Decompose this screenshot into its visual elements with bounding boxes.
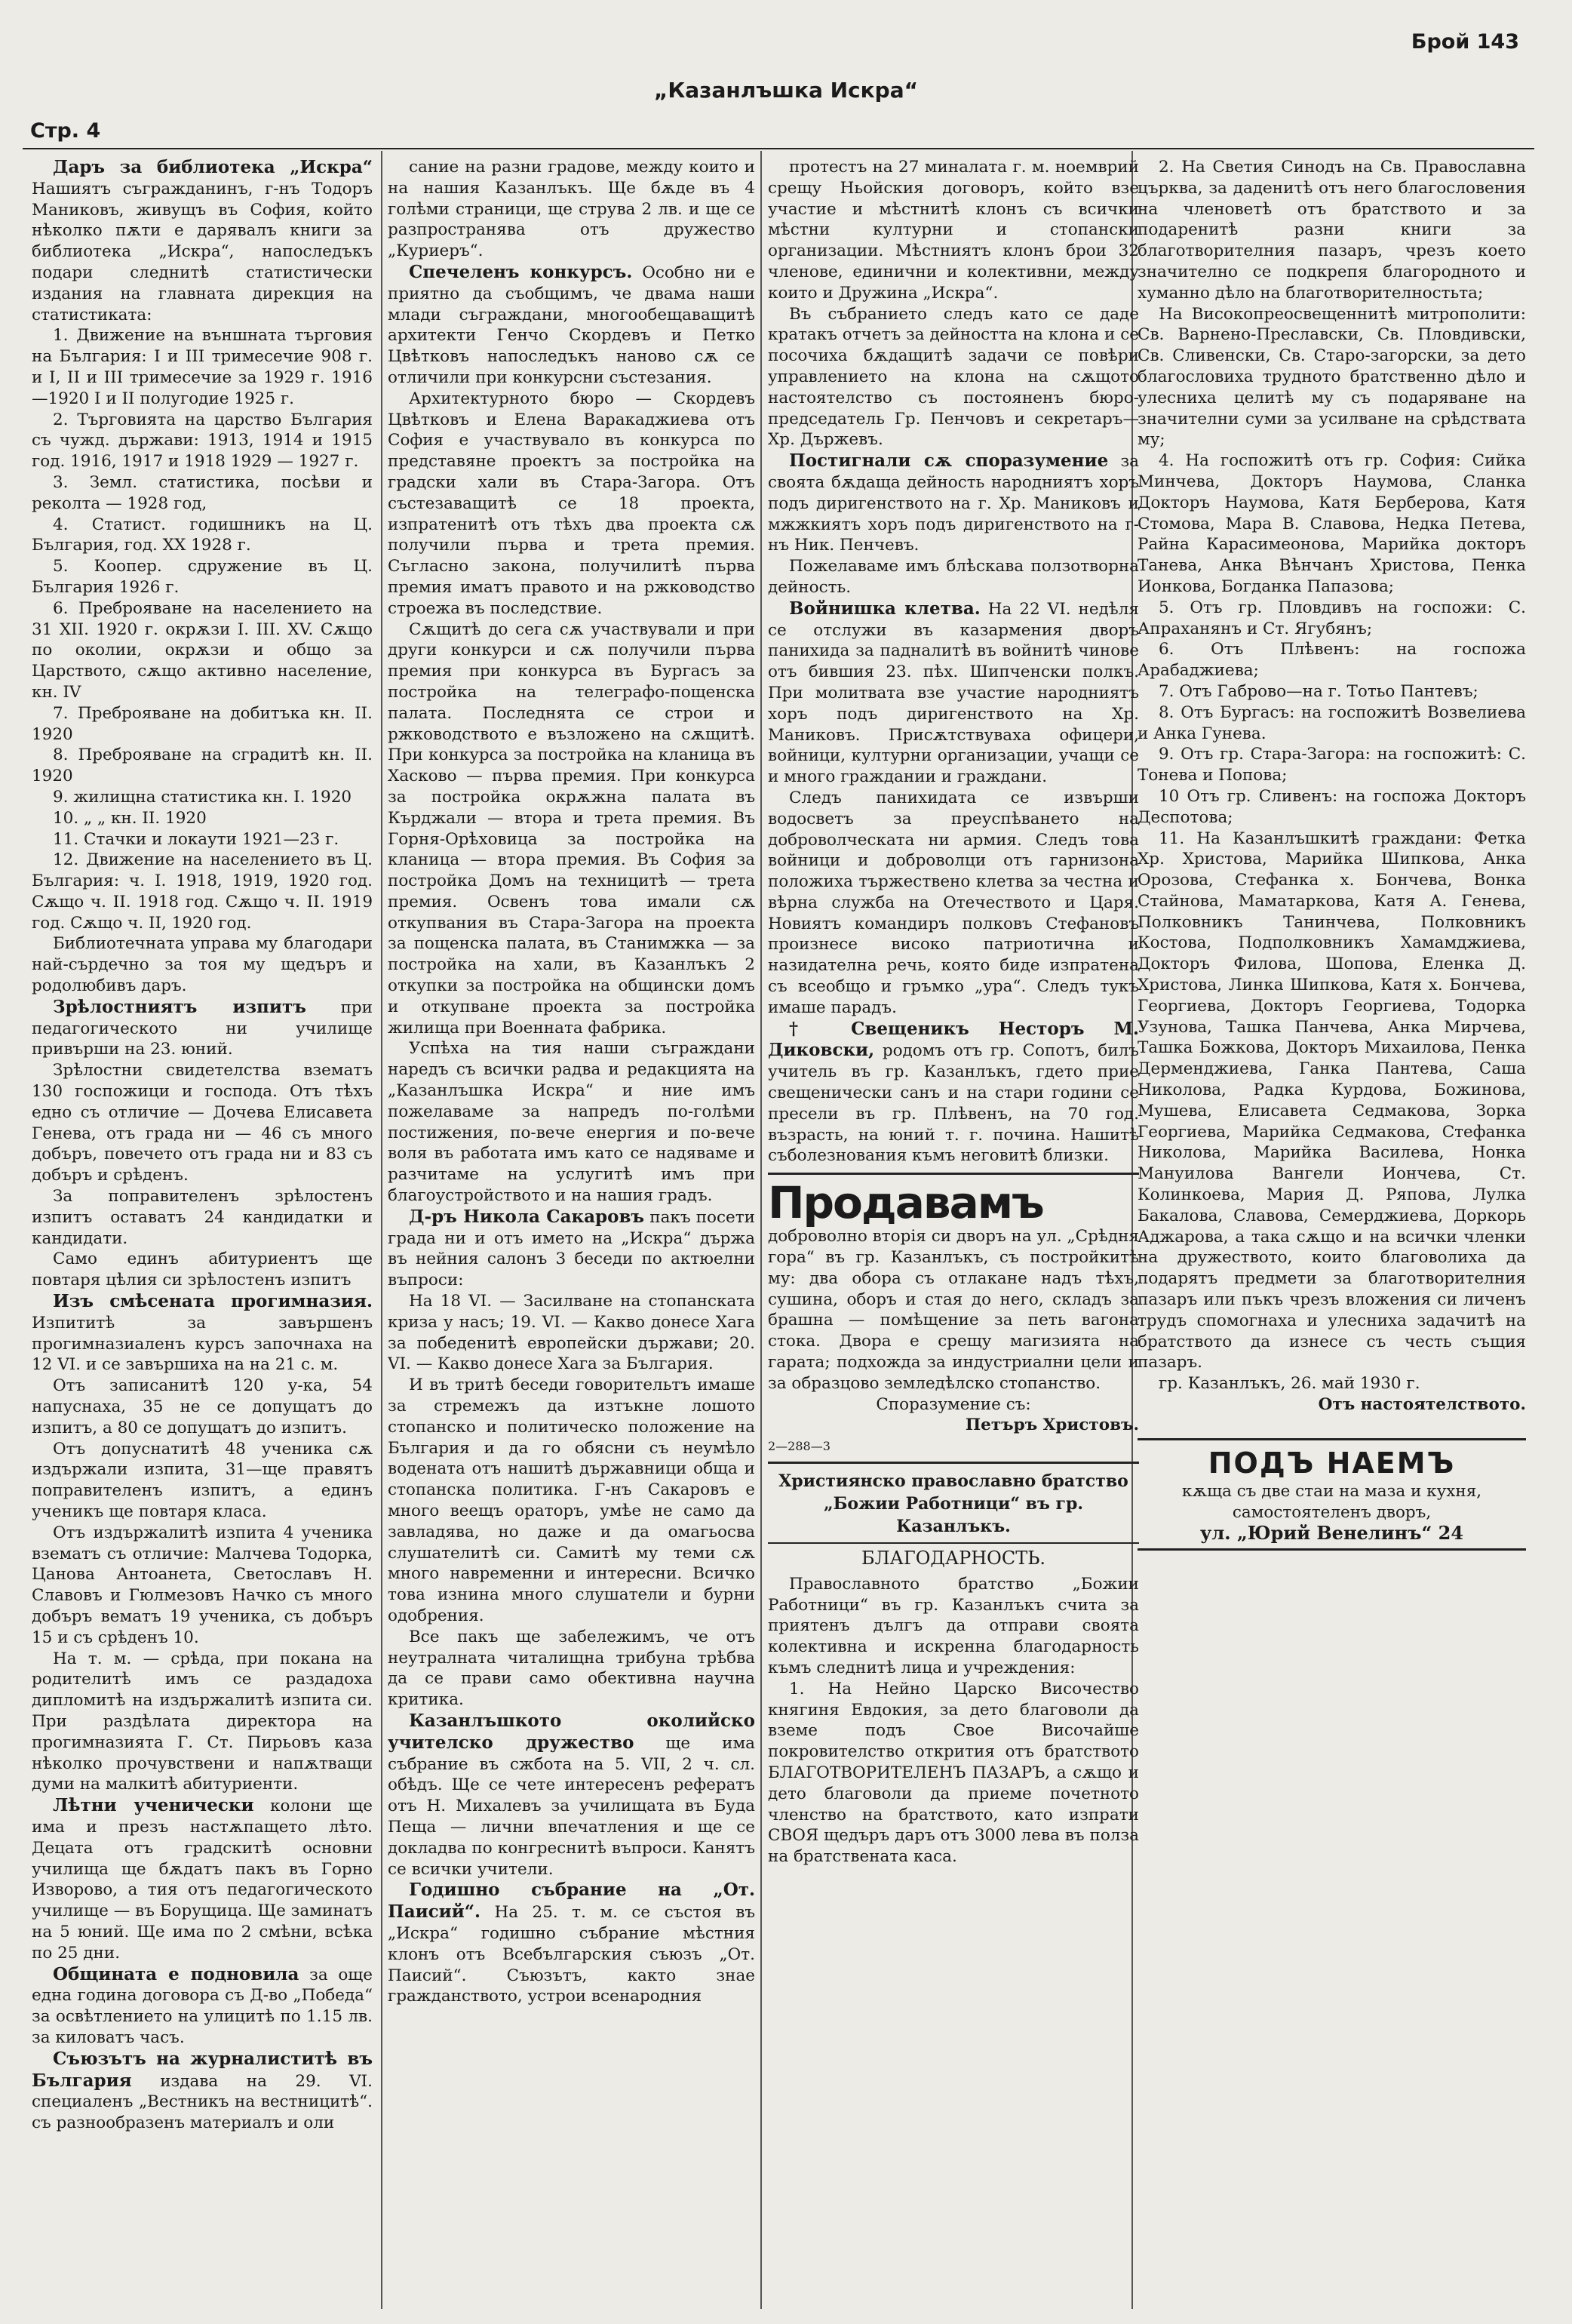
article-paragraph — [388, 1038, 755, 1206]
column-divider — [760, 151, 762, 2309]
article-paragraph — [388, 1880, 755, 2007]
column-divider — [381, 151, 382, 2309]
article-paragraph — [32, 808, 373, 829]
article-heading: Изъ смѣсената прогимназия. — [53, 1291, 373, 1312]
article-text: 8. Отъ Бургасъ: на госпожитѣ Возвелиева и Анка Гунева. — [1138, 702, 1526, 743]
article-heading: Д-ръ Никола Сакаровъ — [409, 1206, 645, 1227]
article-paragraph — [1138, 828, 1526, 1374]
article-text: за още една година договора съ Д-во „Победа“ за освѣтлението на улицитѣ по 1.15 лв. за киловатъ часъ. — [32, 1965, 373, 2047]
article-text: 11. На Казанлъшкитѣ граждани: Фетка Хр. Христова, Марийка Шипкова, Анка Орозова, Стефанка х. Бончева, Вонка Стайнова, Маматаркова, Катя А. Генева, Полковникъ Танинчева, Полковникъ Костова, Подполковникъ Хамамджиева, Докторъ Филова, Шопова, Еленка Д. Христова, Линка Шипкова, Катя х. Бончева, Георгиева, Докторъ Георгиева, Тодорка Узунова, Ташка Панчева, Анка Мирчева, Ташка Божкова, Докторъ Михаилова, Пенка Дерменджиева, Ганка Пантева, Саша Николова, Радка Курдова, Божинова, Мушева, Елисавета Седмакова, Зорка Георгиева, Марийка Седмакова, Стефанка Николова, Марийка Василева, Нонка Мануилова Вангели Иончева, Ст. Колинкоева, Мария Д. Ряпова, Лулка Бакалова, Славова, Семерджиева, Доркорь Аджарова, а така сѫщо и на всички членки на дружеството, които благоволиха да подарятъ предмети за благотворителния пазаръ или пъкъ чрезъ вложения си личенъ трудъ спомогнаха и улесниха задачитѣ на братството да изнесе съ честь същия пазаръ. — [1138, 828, 1526, 1373]
article-text: 9. жилищна статистика кн. I. 1920 — [53, 787, 352, 807]
article-text: Успѣха на тия наши съграждани наредъ съ всички радва и редакцията на „Казанлъшка Искра“ и ние имъ пожелаваме за напредъ по-голѣми постижения, по-вече енергия и по-вече воля въ работата имъ като се надяваме и разчитаме на услугитѣ имъ при благоустройството и на нашия градъ. — [388, 1039, 755, 1206]
article-text: Особно ни е приятно да съобщимъ, че двама наши млади съграждани, многообещаващитѣ архитекти Генчо Скордевъ и Петко Цвѣтковъ напоследъкъ наново сѫ се отличили при конкурсни състезания. — [388, 263, 755, 387]
article-text: На 25. т. м. се състоя въ „Искра“ годишно събрание мѣстния клонъ отъ Всебългарския съюзъ „От. Паисий“. Съюзътъ, както знае гражданството, устрои всенародния — [388, 1903, 755, 2006]
article-text: Отъ допуснатитѣ 48 ученика сѫ издържали изпита, 31—ще правятъ поправителенъ изпитъ, а единъ ученикъ ще повтаря класа. — [32, 1439, 373, 1521]
article-text: И въ тритѣ беседи говорительтъ имаше за стремежъ да изтъкне лошото стопанско и политическо положение на България и да го обясни съ неумѣло водената отъ нашитѣ държавници обща и стопанска политика. Г-нъ Сакаровъ е много веещъ ораторъ, умѣе не само да завладява, но даже и да омагьосва слушателитѣ си. Самитѣ му теми сѫ много навременни и интересни. Всичко това изнина много слушатели и бурни одобрения. — [388, 1376, 755, 1625]
article-text: ще има събрание въ сжбота на 5. VII, 2 ч. сл. обѣдъ. Ще се чете интересенъ рефератъ отъ Н. Михалевъ за училищата въ Буда Пеща — лични впечатления и ще се докладва по конгреснитѣ въпроси. Канятъ се всички учители. — [388, 1733, 755, 1879]
issue-number: Брой 143 — [1411, 30, 1519, 54]
article-text: 10. „ „ кн. II. 1920 — [53, 808, 207, 828]
notice-date: гр. Казанлъкъ, 26. май 1930 г. — [1159, 1374, 1420, 1394]
article-heading: Казанлъшкото околийско учителско дружество — [388, 1710, 755, 1753]
article-paragraph — [1138, 304, 1526, 451]
article-text: 12. Движение на населението въ Ц. България: ч. I. 1918, 1919, 1920 год. Сѫщо ч. II. 1918 год. Сѫщо ч. II. 1919 год. Сѫщо ч. II, 1920 год. — [32, 850, 373, 933]
column-4-articles — [1138, 157, 1526, 1373]
article-text: 7. Отъ Габрово—на г. Тотьо Пантевъ; — [1159, 681, 1478, 701]
article-text: 2. Търговията на царство България съ чужд. държави: 1913, 1914 и 1915 год. 1916, 1917 и 1918 1929 — 1927 г. — [32, 410, 373, 472]
article-text: На Високопреосвещеннитѣ митрополити: Св. Варненo-Преславски, Св. Пловдивски, Св. Сливенски, Св. Старо-загорски, за дето благословиха трудното братственно дѣло и улесниха целитѣ му съ подаряване на значителни суми за усилване на срѣдствата му; — [1138, 304, 1526, 450]
article-text: при педагогическото ни училище привърши на 23. юний. — [32, 998, 373, 1059]
article-text: 4. Статист. годишникъ на Ц. България, год. XX 1928 г. — [32, 515, 373, 555]
article-text: Изпититѣ за завършенъ прогимназиаленъ курсъ започнаха на 12 VI. и се завършиха на на 21 с. м. — [32, 1313, 373, 1375]
article-text: 4. На госпожитѣ отъ гр. София: Сийка Минчева, Докторъ Наумова, Сланка Докторъ Наумова, Катя Берберова, Катя Стомова, Мара В. Славова, Недка Петева, Райна Карасимеонова, Марийка докторъ Танева, Анка Вѣнчанъ Христова, Пенка Ионкова, Богданка Папазова; — [1138, 451, 1526, 596]
article-paragraph — [1138, 450, 1526, 598]
article-paragraph — [32, 745, 373, 787]
article-paragraph — [1138, 744, 1526, 786]
article-paragraph — [32, 1376, 373, 1438]
article-paragraph — [388, 619, 755, 1039]
article-text: 2. На Светия Синодъ на Св. Православна църква, за дадениτѣ отъ него благословения на членоветѣ отъ братството и за подаренитѣ разни книги за благотворителния пазаръ, чрезъ което значително се подкрепя благородното и хуманно дѣло на благотворителностьта; — [1138, 158, 1526, 303]
article-heading: Постигнали сѫ споразумение — [789, 450, 1109, 472]
article-heading: Съюзътъ на журналиститѣ въ България — [32, 2048, 373, 2091]
rent-body: кѫща съ две стаи на маза и кухня, самостоятеленъ дворъ, — [1181, 1481, 1482, 1522]
article-heading: Зрѣлостниятъ изпитъ — [53, 996, 306, 1017]
article-paragraph — [1138, 639, 1526, 681]
article-heading: † Свещеникъ Несторъ М. Диковски, — [768, 1018, 1139, 1061]
article-paragraph — [32, 472, 373, 515]
sale-contact-name: Петъръ Христовъ. — [965, 1416, 1139, 1435]
article-paragraph — [32, 1249, 373, 1291]
article-paragraph — [388, 1375, 755, 1627]
article-paragraph — [388, 1207, 755, 1291]
article-paragraph — [1138, 681, 1526, 702]
notice-title: БЛАГОДАРНОСТЬ. — [861, 1548, 1046, 1569]
article-text: 3. Земл. статистика, посѣви и реколта — 1928 год, — [32, 472, 373, 513]
sale-code: 2—288—3 — [768, 1439, 831, 1454]
article-paragraph — [768, 157, 1139, 304]
article-paragraph — [388, 157, 755, 262]
article-paragraph — [32, 850, 373, 933]
article-paragraph — [32, 1795, 373, 1963]
article-paragraph — [388, 1711, 755, 1880]
article-paragraph — [32, 157, 373, 325]
column-3 — [768, 157, 1139, 2307]
article-text: 7. Преброяване на добитъка кн. II. 1920 — [32, 703, 373, 744]
article-text: Следъ панихидата се извърши водосветъ за преуспѣването на доброволческата ни армия. Следъ това войници и доброволци отъ гарнизона положиха тържествено клетва за честна и вѣрна служба на Отечеството и Царя. Новиятъ командиръ полковъ Стефановъ произнесе високо патриотична и назидателна речь, която биде изпратена съ всеобщо и гръмко „ура“. Следъ тукъ имаше парадъ. — [768, 788, 1139, 1017]
article-text: за своята бѫдаща дейность народниятъ хоръ подъ диригенството на г. Хр. Маниковъ и мжжкиятъ хоръ подъ диригенството на г-нъ Ник. Пенчевъ. — [768, 452, 1139, 555]
article-text: Все пакъ ще забележимъ, че отъ неутралната читалищна трибуна трѣбва да се прави само обективна научна критика. — [388, 1627, 755, 1710]
article-heading: Общината е подновила — [53, 1963, 299, 1984]
article-text: 6. Отъ Плѣвенъ: на госпожа Арабаджиева; — [1138, 640, 1526, 681]
sale-headline: Продавамъ — [768, 1177, 1043, 1229]
article-paragraph — [32, 1439, 373, 1523]
article-text: сание на разни градове, между които и на нашия Казанлъкъ. Ще бѫде въ 4 голѣми страници, ще струва 2 лв. и ще се разпространява отъ дружество „Куриеръ“. — [388, 158, 755, 261]
article-paragraph — [32, 1649, 373, 1796]
article-paragraph — [32, 997, 373, 1060]
paper-name: „Казанлъшка Искра“ — [654, 78, 918, 103]
article-paragraph — [1138, 157, 1526, 304]
article-text: 5. Коопер. сдружение въ Ц. България 1926 г. — [32, 557, 373, 597]
sale-advert — [768, 1173, 1139, 1464]
notice-intro: Православното братство „Божии Работници“ въ гр. Казанлъкъ счита за приятенъ дългъ да отправи своята колективна и искренна благодарность къмъ следнитѣ лица и учреждения: — [768, 1574, 1139, 1677]
article-text: колони ще има и презъ настѫпащето лѣто. Децата отъ градскитѣ основни училища ще бѫдатъ пакъ въ Горно Изворово, а тия отъ педагогическото училище — въ Борущица. Ще заминатъ на 5 юний. Ще има по 2 смѣни, всѣка по 25 дни. — [32, 1797, 373, 1963]
article-text: Въ събранието следъ като се даде кратакъ отчетъ за дейността на клона и се посочиха бѫдащитѣ задачи се повѣри управлението на клона на сѫщото настоятелство съ постояненъ бюро-председатель Гр. Пенчовъ и секретаръ—Хр. Държевъ. — [768, 304, 1139, 450]
article-paragraph — [1138, 786, 1526, 828]
article-text: 6. Преброяване на населението на 31 XII. 1920 г. окрѫзи I. III. XV. Сѫщо по околии, окрѫзи и общо за Царството, сѫщо активно население, кн. IV — [32, 598, 373, 702]
article-paragraph — [32, 829, 373, 850]
article-text: На 22 VI. недѣля се отслужи въ казармения дворъ панихида за падналитѣ въ войнитѣ чинове отъ бившия 23. пѣх. Шипченски полкъ. При молитвата взе участие народниятъ хоръ подъ диригенството на Хр. Маниковъ. Присѫтствуваха офицери, войници, културни организации, учащи се и много граждании и граждани. — [768, 599, 1139, 787]
sale-body: доброволно вторія си дворъ на ул. „Срѣдня гора“ въ гр. Казанлъкъ, съ постройкитѣ му: два обора съ отлакане надъ тѣхъ, сушина, оборъ и стая до него, складъ за брашна — помѣщение за петь вагона стока. Двора е срещу магизията на гарата; подхожда за индустриални цели и за образцово земледѣлско стопанство. — [768, 1227, 1139, 1393]
notice-item-1: 1. На Нейно Царско Височество княгиня Евдокия, за дето благоволи да вземе подъ Свое Височайше покровителство открития отъ братството БЛАГОТВОРИТЕЛЕНЪ ПАЗАРЪ, а сѫщо и дето благоволи да приеме почетното членство на братството, като изпрати СВОЯ щедъръ даръ отъ 3000 лева въ полза на братствената каса. — [768, 1679, 1139, 1867]
notice-rule — [768, 1542, 1139, 1544]
article-text: Отъ издържалитѣ изпита 4 ученика взематъ съ отличие: Малчева Тодорка, Цанова Антоанета, Светославъ Н. Славовъ и Гюлмезовъ Начко съ много добъръ вематъ 19 ученика, съ добъръ 15 и съ срѣденъ 10. — [32, 1523, 373, 1647]
article-text: 1. Движение на външната търговия на България: I и III тримесечие 908 г. и I, II и III тримесечие за 1929 г. 1916—1920 I и II полугодие 1925 г. — [32, 326, 373, 408]
article-text: За поправителенъ зрѣлостенъ изпитъ оставатъ 24 кандидатки и кандидати. — [32, 1187, 373, 1248]
article-paragraph — [32, 703, 373, 745]
article-text: протестъ на 27 миналата г. м. ноемврий срещу Ньойския договоръ, който взе участие и мѣстнитѣ клонъ съ всички мѣстни културни и стопански организации. Мѣстниятъ клонъ брои 32 членове, единични и колективни, между които и Дружина „Искра“. — [768, 158, 1139, 303]
article-heading: Лѣтни ученически — [53, 1795, 254, 1816]
article-paragraph — [768, 556, 1139, 598]
article-heading: Войнишка клетва. — [789, 598, 981, 619]
article-paragraph — [32, 787, 373, 808]
column-1 — [32, 157, 373, 2307]
article-heading: Годишно събрание на „От. Паисий“. — [388, 1880, 755, 1923]
article-text: Сѫщитѣ до сега сѫ участвували и при други конкурси и сѫ получили първа премия при конкурса въ Бургасъ за постройка на телеграфо-пощенска палата. Последнята се строи и ржководството е възложено на сѫщитѣ. При конкурса за постройка на кланица въ Хасково — първа премия. При конкурса за постройка окрѫжна палата въ Кърджали — втора и трета премия. Въ Горня-Орѣховица за постройка на кланица — втора премия. Въ София за постройка Домъ на техницитѣ — трета премия. Освенъ това имали сѫ откупвания въ Стара-Загора на проекта за пощенска палата, въ Станимжка — за постройка на хали, въ Казанлъкъ 2 откупки за постройка на общински домъ и откупване проекта за постройка жилища при Военната фабрика. — [388, 619, 755, 1038]
article-text: 11. Стачки и локаути 1921—23 г. — [53, 829, 339, 849]
article-paragraph — [1138, 598, 1526, 640]
article-text: 5. Отъ гр. Пловдивъ на госпожи: С. Апраханянъ и Ст. Ягубянъ; — [1138, 598, 1526, 638]
article-text: Архитектурното бюро — Скордевъ Цвѣтковъ и Елена Варакаджиева отъ София е участвувало въ конкурса по представяне проектъ за постройка на градски хали въ Стара-Загора. Отъ състезаващитѣ се 18 проекта, изпратенитѣ отъ тѣхъ два проекта сѫ получили първа и трета премия. Съгласно закона, получилитѣ първа премия иматъ правото и на ржководство строежа въ последствие. — [388, 389, 755, 618]
article-paragraph — [388, 389, 755, 619]
article-paragraph — [32, 410, 373, 472]
article-text: родомъ отъ гр. Сопотъ, билъ учитель въ гр. Казанлъкъ, гдето прие свещенически санъ и на стари години се пресели въ гр. Плѣвенъ, на 70 год. възрасть, на юний т. г. почина. Нашитѣ съболезнования къмъ неговитѣ близки. — [768, 1041, 1139, 1166]
article-paragraph — [32, 1060, 373, 1186]
article-text: На т. м. — срѣда, при покана на родителитѣ имъ се раздадоха дипломитѣ на издържалитѣ изпита си. При раздѣлата директора на прогимназията Г. Ст. Пирьовъ каза нѣколко прочувствени и напѫтващи думи на малкитѣ абитуриенти. — [32, 1649, 373, 1794]
article-paragraph — [768, 788, 1139, 1019]
article-paragraph — [768, 450, 1139, 556]
article-heading: Спечеленъ конкурсъ. — [409, 261, 633, 282]
article-paragraph — [32, 1186, 373, 1249]
article-text: 10 Отъ гр. Сливенъ: на госпожа Докторъ Деспотова; — [1138, 786, 1526, 827]
article-paragraph — [32, 598, 373, 703]
article-paragraph — [32, 2049, 373, 2134]
article-text: Зрѣлостни свидетелства взематъ 130 госпожици и господа. Отъ тѣхъ едно съ отличие — Дочева Елисавета Генева, отъ града ни — 46 съ много добъръ, повечето отъ града ни и 83 съ добъръ и срѣденъ. — [32, 1061, 373, 1185]
article-heading: Даръ за библиотека „Искра“ — [53, 157, 373, 177]
page-number: Стр. 4 — [30, 119, 101, 143]
article-paragraph — [1138, 702, 1526, 745]
article-paragraph — [388, 1627, 755, 1711]
article-paragraph — [32, 1291, 373, 1376]
article-text: Само единъ абитуриентъ ще повтаря цѣлия си зрѣлостенъ изпитъ — [32, 1250, 373, 1290]
article-paragraph — [32, 933, 373, 996]
article-text: пакъ посети града ни и отъ името на „Искра“ държа въ нейния салонъ 3 беседи по актюелни въпроси: — [388, 1207, 755, 1290]
notice-signature: Отъ настоятелството. — [1318, 1395, 1526, 1415]
article-text: Библиотечната управа му благодари най-сърдечно за тоя му щедъръ и родолюбивъ даръ. — [32, 934, 373, 996]
article-paragraph — [32, 1523, 373, 1649]
article-text: Отъ записанитѣ 120 у-ка, 54 напуснаха, 35 не се допущатъ до изпитъ, а 80 се допущатъ до изпитъ. — [32, 1376, 373, 1437]
rent-headline: ПОДЪ НАЕМЪ — [1208, 1446, 1456, 1480]
article-paragraph — [768, 598, 1139, 788]
column-4 — [1138, 157, 1526, 2307]
article-paragraph — [388, 1291, 755, 1375]
article-paragraph — [32, 556, 373, 598]
article-text: На 18 VI. — Засилване на стопанската криза у насъ; 19. VI. — Какво донесе Хага за победенитѣ европейски държави; 20. VI. — Какво донесе Хага за България. — [388, 1292, 755, 1374]
article-text: Нашиятъ съгражданинъ, г-нъ Тодоръ Маниковъ, живущъ въ София, който нѣколко пѫти е дарявалъ книги за библиотека „Искра“, напоследъкъ подари следнитѣ статистически издания на главната дирекция на статистиката: — [32, 179, 373, 324]
article-paragraph — [32, 325, 373, 409]
article-paragraph — [32, 1964, 373, 2049]
header-rule — [23, 148, 1534, 149]
article-text: издава на 29. VI. специаленъ „Вестникъ на вестницитѣ“. съ разнообразенъ материалъ и оли — [32, 2071, 373, 2133]
article-paragraph — [388, 262, 755, 389]
article-text: 8. Преброяване на сградитѣ кн. II. 1920 — [32, 745, 373, 786]
column-2 — [388, 157, 755, 2307]
sale-contact-label: Споразумение съ: — [876, 1394, 1031, 1414]
article-paragraph — [768, 304, 1139, 451]
article-text: Пожелаваме имъ блѣскава ползотворна дейность. — [768, 557, 1139, 597]
brotherhood-name: Християнско православно братство „Божии Работници“ въ гр. Казанлъкъ. — [778, 1471, 1128, 1537]
article-text: 9. Отъ гр. Стара-Загора: на госпожитѣ: С. Тонева и Попова; — [1138, 745, 1526, 785]
article-paragraph — [32, 515, 373, 557]
rent-advert — [1138, 1438, 1526, 1551]
column-3-articles — [768, 157, 1139, 1167]
rent-address: ул. „Юрий Венелинъ“ 24 — [1199, 1522, 1464, 1545]
article-paragraph — [768, 1019, 1139, 1167]
